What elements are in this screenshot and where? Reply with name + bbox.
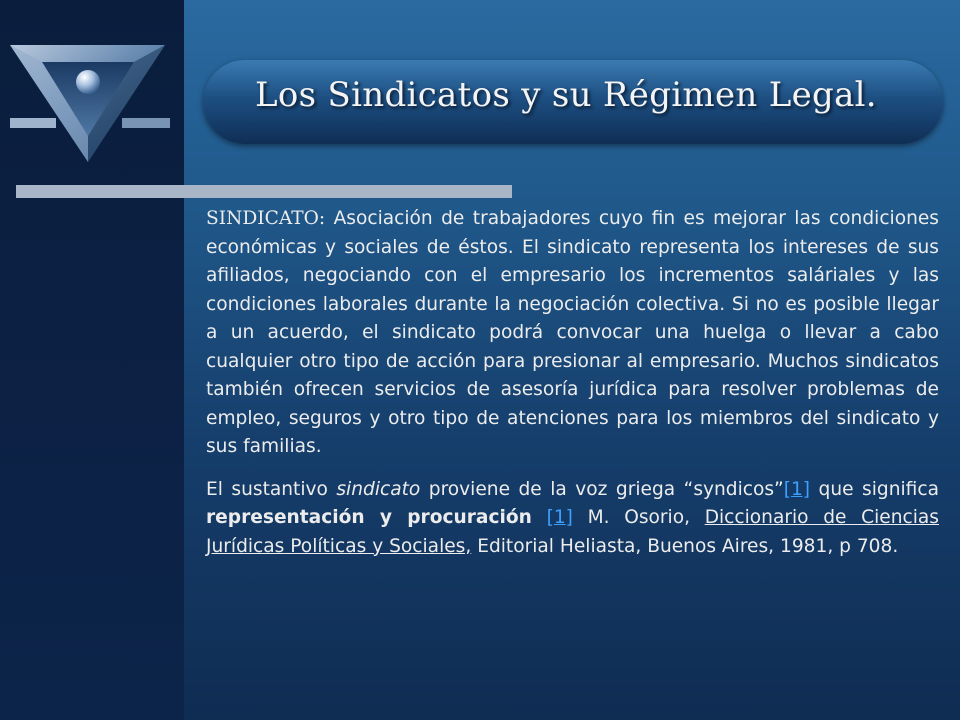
body-text — [206, 205, 939, 561]
footnote-book-title: Diccionario de Ciencias Jurídicas Políticas y Sociales, — [206, 507, 939, 557]
definition-term: SINDICATO: — [206, 208, 326, 229]
meaning-prefix: que significa — [810, 478, 939, 500]
etymology-intro: El sustantivo — [206, 478, 337, 500]
etymology-word: sindicato — [336, 478, 421, 500]
etymology-paragraph — [206, 476, 939, 562]
page-title: Los Sindicatos y su Régimen Legal. — [255, 75, 877, 115]
divider-bar-left — [16, 185, 184, 198]
footnote-link-2[interactable]: [1] — [546, 507, 573, 528]
footnote-publisher: Editorial Heliasta, Buenos Aires, 1981, p 708. — [471, 535, 899, 557]
definition-text: Asociación de trabajadores cuyo fin es mejorar las condiciones económicas y sociales de éstos. El sindicato representa los intereses de sus afiliados, negociando con el empresario los incrementos saláriales y las condiciones laborales durante la negociación colectiva. Si no es posible llegar a un acuerdo, el sindicato podrá convocar una huelga o llevar a cabo cualquier otro tipo de acción para presionar al empresario. Muchos sindicatos también ofrecen servicios de asesoría jurídica para resolver problemas de empleo, seguros y otro tipo de atenciones para los miembros del sindicato y sus familias. — [206, 208, 939, 457]
divider-bar — [184, 185, 512, 198]
triangle-orb-logo-icon — [10, 40, 170, 166]
definition-paragraph — [206, 205, 939, 462]
meaning-text: representación y procuración — [206, 507, 532, 528]
footnote-link-1[interactable]: [1] — [783, 478, 811, 500]
etymology-mid: proviene de la voz griega “syndicos” — [420, 478, 784, 500]
footnote-author: M. Osorio, — [572, 507, 705, 528]
